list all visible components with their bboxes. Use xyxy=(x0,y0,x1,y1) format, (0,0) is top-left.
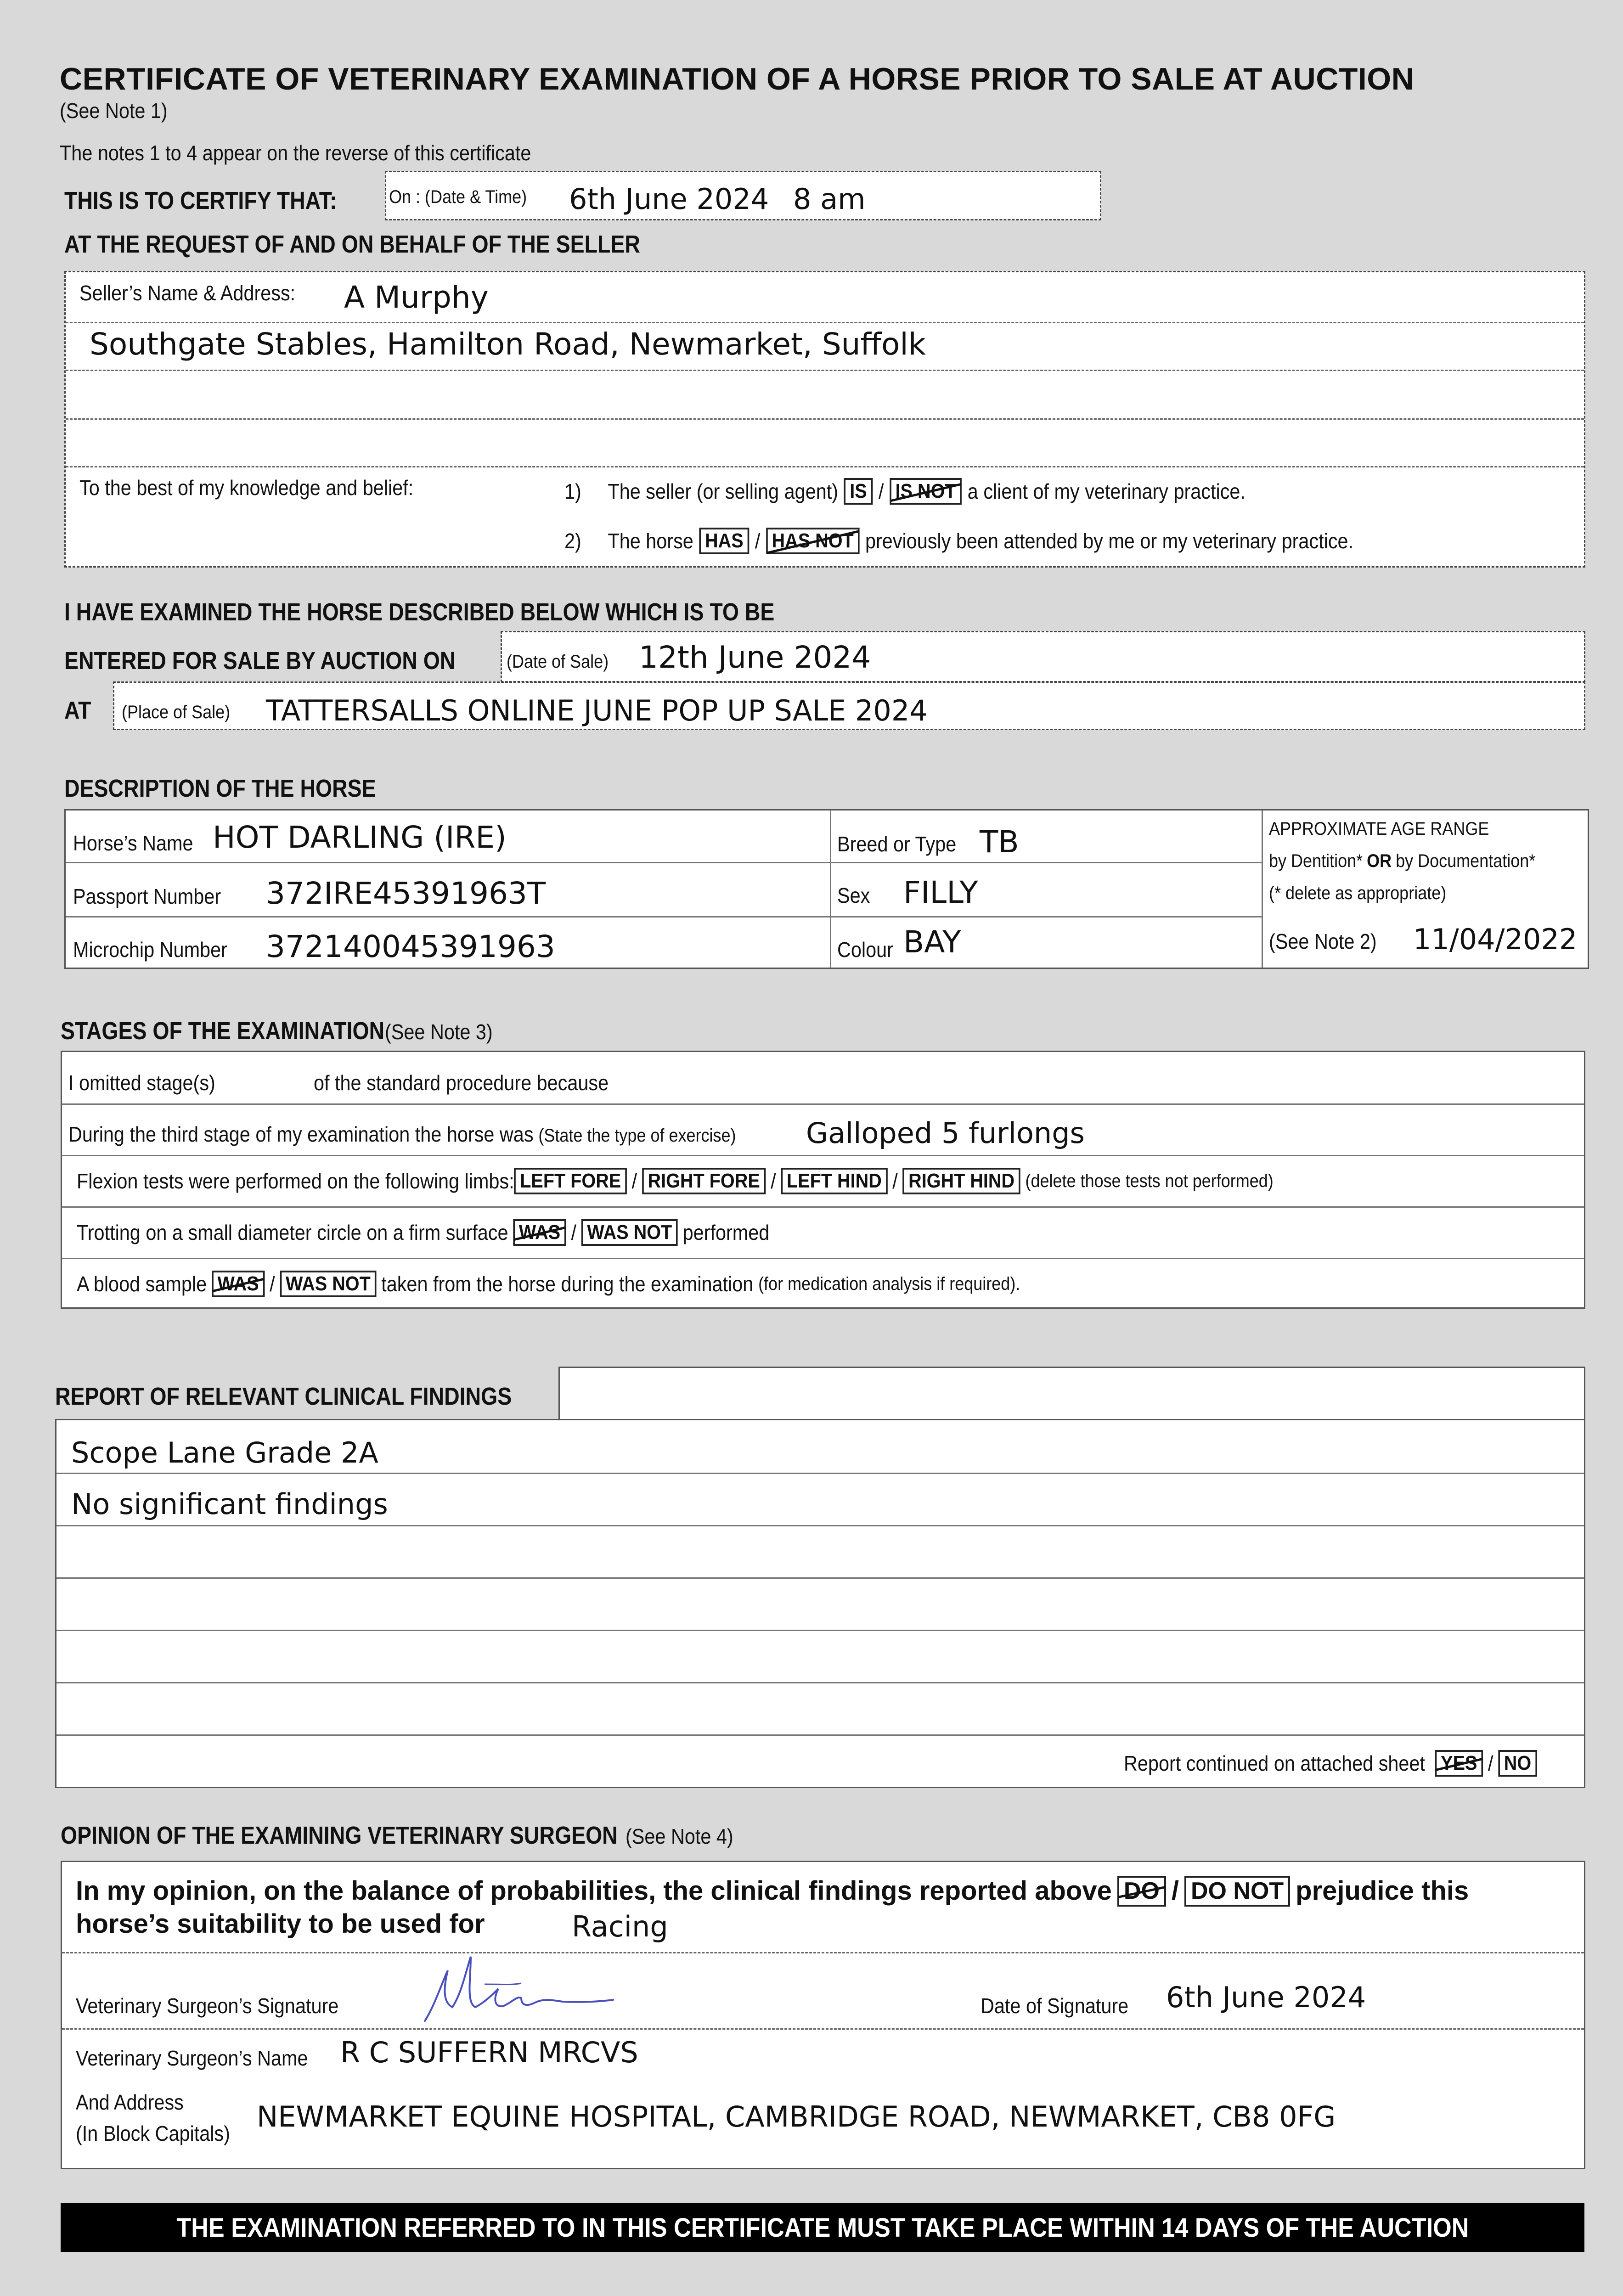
sale-date-value: 12th June 2024 xyxy=(639,640,871,675)
stages-see-note: (See Note 3) xyxy=(385,1020,493,1044)
opinion-statement xyxy=(76,1876,1469,1907)
stages-section-title: STAGES OF THE EXAMINATION xyxy=(61,1017,385,1045)
flexion-right-hind[interactable]: RIGHT HIND xyxy=(903,1168,1020,1194)
trotting-label: Trotting on a small diameter circle on a firm surface xyxy=(77,1221,508,1245)
exercise-type-value[interactable]: Galloped 5 furlongs xyxy=(806,1116,1085,1150)
blood-sep: / xyxy=(270,1272,275,1296)
age-by-dentition: by Dentition* xyxy=(1269,851,1363,871)
exam-date-value: 6th June 2024 xyxy=(569,182,769,216)
flexion-left-fore[interactable]: LEFT FORE xyxy=(514,1168,627,1194)
opinion-section-title: OPINION OF THE EXAMINING VETERINARY SURGEON xyxy=(61,1822,618,1849)
flexion-sep-1: / xyxy=(631,1169,637,1193)
breed-value[interactable]: TB xyxy=(980,824,1019,860)
trotting-post: performed xyxy=(682,1221,770,1245)
report-continued-label: Report continued on attached sheet xyxy=(1124,1751,1425,1776)
flexion-left-hind[interactable]: LEFT HIND xyxy=(781,1168,887,1194)
item1-number: 1) xyxy=(564,479,581,504)
flexion-row xyxy=(77,1168,1274,1194)
opinion-heading xyxy=(61,1823,745,1848)
item2-post: previously been attended by me or my veterinary practice. xyxy=(865,529,1354,553)
sale-place-label: (Place of Sale) xyxy=(122,702,231,722)
opinion-do-not-option[interactable]: DO NOT xyxy=(1184,1876,1290,1907)
signature-label: Veterinary Surgeon’s Signature xyxy=(76,1994,339,2018)
certify-label: THIS IS TO CERTIFY THAT: xyxy=(64,187,337,214)
colour-value[interactable]: BAY xyxy=(903,924,961,960)
omitted-stages-label: I omitted stage(s) xyxy=(68,1071,215,1095)
belief-label: To the best of my knowledge and belief: xyxy=(79,476,414,500)
exam-datetime-field[interactable] xyxy=(385,171,1101,220)
horse-attended-statement xyxy=(564,528,1353,554)
age-by-documentation: by Documentation* xyxy=(1396,851,1536,871)
see-note-1: (See Note 1) xyxy=(60,99,168,123)
item1-post: a client of my veterinary practice. xyxy=(967,479,1245,504)
trotting-sep: / xyxy=(571,1221,577,1245)
finding-line-1: Scope Lane Grade 2A xyxy=(71,1436,378,1469)
vet-address-value[interactable]: NEWMARKET EQUINE HOSPITAL, CAMBRIDGE ROAD, NEWMARKET, CB8 0FG xyxy=(257,2100,1336,2133)
trotting-was-option[interactable]: WAS xyxy=(513,1219,566,1246)
breed-label: Breed or Type xyxy=(837,832,957,856)
age-or: OR xyxy=(1367,851,1392,871)
vet-name-value[interactable]: R C SUFFERN MRCVS xyxy=(340,2036,638,2069)
blood-sample-label: A blood sample xyxy=(77,1272,207,1296)
at-label: AT xyxy=(64,697,91,724)
microchip-value[interactable]: 372140045391963 xyxy=(266,929,555,964)
flexion-right-fore[interactable]: RIGHT FORE xyxy=(642,1168,766,1194)
client-is-not-option[interactable]: IS NOT xyxy=(890,478,962,505)
vet-name-label: Veterinary Surgeon’s Name xyxy=(76,2046,308,2070)
age-range-method xyxy=(1269,852,1535,870)
opinion-box xyxy=(61,1861,1585,2169)
request-line: AT THE REQUEST OF AND ON BEHALF OF THE SELLER xyxy=(64,231,640,258)
trotting-was-not-option[interactable]: WAS NOT xyxy=(581,1219,678,1246)
deadline-banner xyxy=(61,2203,1584,2252)
vet-address-label-2: (In Block Capitals) xyxy=(76,2122,230,2145)
seller-client-statement xyxy=(564,478,1245,505)
finding-line-2: No significant findings xyxy=(71,1487,388,1521)
opinion-do-option[interactable]: DO xyxy=(1117,1876,1166,1907)
horse-has-option[interactable]: HAS xyxy=(699,528,749,554)
sale-line-2: ENTERED FOR SALE BY AUCTION ON xyxy=(64,647,456,675)
age-range-title: APPROXIMATE AGE RANGE xyxy=(1269,819,1489,839)
item1-pre: The seller (or selling agent) xyxy=(608,479,839,504)
opinion-text-1: In my opinion, on the balance of probabilities, the clinical findings reported above xyxy=(76,1876,1112,1906)
blood-was-option[interactable]: WAS xyxy=(212,1271,265,1297)
blood-medication-note: (for medication analysis if required). xyxy=(758,1274,1020,1294)
age-value[interactable]: 11/04/2022 xyxy=(1413,923,1578,956)
blood-sample-row xyxy=(77,1271,1020,1297)
horse-name-value[interactable]: HOT DARLING (IRE) xyxy=(213,820,507,855)
exercise-type-hint: (State the type of exercise) xyxy=(538,1125,736,1146)
age-see-note: (See Note 2) xyxy=(1269,929,1377,953)
horse-description-table xyxy=(64,809,1589,969)
sale-date-label: (Date of Sale) xyxy=(507,652,609,672)
colour-label: Colour xyxy=(837,938,893,962)
sex-value[interactable]: FILLY xyxy=(903,875,978,910)
blood-was-not-option[interactable]: WAS NOT xyxy=(280,1271,376,1297)
report-continued-row xyxy=(1124,1750,1537,1777)
sex-label: Sex xyxy=(837,884,870,907)
deadline-banner-text: THE EXAMINATION REFERRED TO IN THIS CERTIFICATE MUST TAKE PLACE WITHIN 14 DAYS OF THE AUCTION xyxy=(176,2212,1469,2243)
continued-no-option[interactable]: NO xyxy=(1498,1750,1537,1777)
microchip-label: Microchip Number xyxy=(73,938,227,962)
signature-date-value[interactable]: 6th June 2024 xyxy=(1166,1981,1366,2014)
flexion-label: Flexion tests were performed on the following limbs: xyxy=(77,1169,514,1193)
seller-name-label: Seller’s Name & Address: xyxy=(79,281,296,305)
omitted-stages-reason-label: of the standard procedure because xyxy=(314,1071,609,1095)
report-section-title: REPORT OF RELEVANT CLINICAL FINDINGS xyxy=(55,1383,512,1410)
stages-heading xyxy=(61,1019,505,1043)
flexion-sep-3: / xyxy=(892,1169,898,1193)
continued-yes-option[interactable]: YES xyxy=(1435,1750,1483,1777)
stages-table xyxy=(61,1051,1585,1309)
item2-number: 2) xyxy=(564,529,581,553)
passport-value[interactable]: 372IRE45391963T xyxy=(266,876,546,911)
sale-line-1: I HAVE EXAMINED THE HORSE DESCRIBED BELOW WHICH IS TO BE xyxy=(64,598,775,626)
suitability-use-value[interactable]: Racing xyxy=(572,1910,668,1943)
sale-place-field[interactable] xyxy=(113,681,1585,730)
third-stage-row xyxy=(68,1124,736,1145)
third-stage-label: During the third stage of my examination the horse was xyxy=(68,1122,534,1146)
signature-image xyxy=(416,1952,618,2026)
opinion-text-3: horse’s suitability to be used for xyxy=(76,1909,485,1939)
sale-place-value: TATTERSALLS ONLINE JUNE POP UP SALE 2024 xyxy=(266,694,928,727)
on-datetime-label: On : (Date & Time) xyxy=(389,187,527,207)
notes-line: The notes 1 to 4 appear on the reverse of this certificate xyxy=(60,141,531,165)
item1-sep: / xyxy=(878,479,884,504)
blood-post: taken from the horse during the examination xyxy=(381,1272,754,1296)
horse-has-not-option[interactable]: HAS NOT xyxy=(766,528,859,554)
item2-sep: / xyxy=(755,529,761,553)
certificate-title: CERTIFICATE OF VETERINARY EXAMINATION OF A HORSE PRIOR TO SALE AT AUCTION xyxy=(60,62,1414,96)
horse-name-label: Horse’s Name xyxy=(73,831,193,855)
flexion-delete-note: (delete those tests not performed) xyxy=(1025,1171,1274,1192)
opinion-see-note: (See Note 4) xyxy=(626,1824,733,1848)
vet-address-label-1: And Address xyxy=(76,2090,184,2114)
horse-section-title: DESCRIPTION OF THE HORSE xyxy=(64,775,376,802)
opinion-sep: / xyxy=(1171,1876,1179,1906)
trotting-row xyxy=(77,1219,769,1246)
seller-address-value[interactable]: Southgate Stables, Hamilton Road, Newmarket, Suffolk xyxy=(90,326,926,362)
signature-date-label: Date of Signature xyxy=(981,1994,1129,2018)
continued-sep: / xyxy=(1488,1751,1493,1776)
sale-date-field[interactable] xyxy=(501,631,1585,682)
opinion-text-2: prejudice this xyxy=(1296,1876,1469,1906)
client-is-option[interactable]: IS xyxy=(844,478,873,505)
seller-box xyxy=(64,271,1585,568)
report-findings-box[interactable] xyxy=(55,1419,1585,1788)
report-header-box xyxy=(558,1367,1585,1420)
flexion-sep-2: / xyxy=(771,1169,776,1193)
age-delete-note: (* delete as appropriate) xyxy=(1269,883,1447,903)
seller-name-value[interactable]: A Murphy xyxy=(344,280,489,315)
exam-time-value: 8 am xyxy=(793,182,866,216)
passport-label: Passport Number xyxy=(73,884,221,908)
item2-pre: The horse xyxy=(608,529,693,553)
